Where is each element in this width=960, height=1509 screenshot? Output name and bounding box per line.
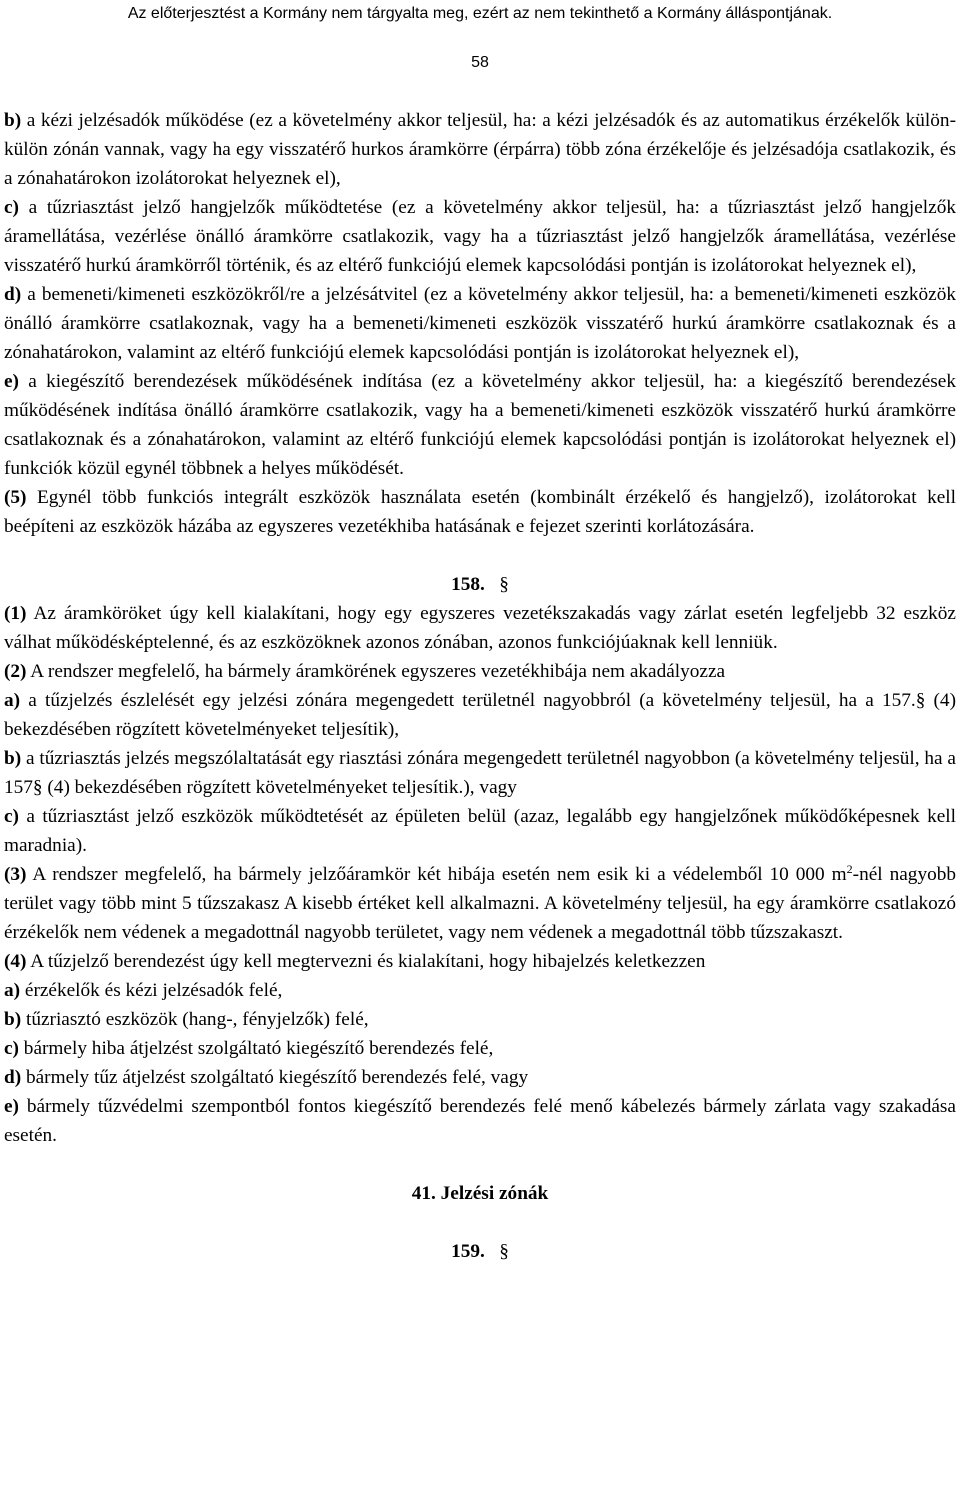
item-label: (3) — [4, 864, 27, 885]
item-text: a bemeneti/kimeneti eszközökről/re a jelzésátvitel (ez a követelmény akkor teljesül, ha: a bemeneti/kimeneti eszközök önálló áramkörre csatlakoznak, vagy ha a bemeneti/kimeneti eszközök visszatérő hurkú áramkörre csatlakoznak és a zónahatárokon, valamint az eltérő funkciójú elemek kapcsolódási pontján is izolátorokat helyeznek el), — [4, 284, 956, 363]
section-number: 158. — [451, 574, 485, 595]
item-text: tűzriasztó eszközök (hang-, fényjelzők) felé, — [21, 1009, 369, 1030]
section-heading-159 — [4, 1237, 956, 1266]
spacer — [4, 541, 956, 570]
section-number: 159. — [451, 1241, 485, 1262]
paragraph-4e — [4, 1092, 956, 1150]
paragraph-4-fault-signalling — [4, 947, 956, 976]
paragraph-4a — [4, 976, 956, 1005]
item-label: b) — [4, 1009, 22, 1030]
item-label: b) — [4, 110, 22, 131]
item-label: e) — [4, 371, 19, 392]
preliminary-notice: Az előterjesztést a Kormány nem tárgyalta meg, ezért az nem tekinthető a Kormány álláspontjának. — [127, 5, 833, 22]
item-text: (4) bekezdésében rögzített követelményeket teljesítik.), vagy — [42, 777, 517, 798]
paragraph-4b — [4, 1005, 956, 1034]
item-label: d) — [4, 284, 22, 305]
paragraph-c-sounders — [4, 193, 956, 280]
paragraph-d-io-devices — [4, 280, 956, 367]
item-text: bármely tűzvédelmi szempontból fontos kiegészítő berendezés felé menő kábelezés bármely zárlata vagy szakadása esetén. — [4, 1096, 956, 1146]
section-heading-158 — [4, 570, 956, 599]
item-text: Egynél több funkciós integrált eszközök használata esetén (kombinált érzékelő és hangjelző), izolátorokat kell beépíteni az eszközök házába az egyszeres vezetékhiba hatásának e fejezet szerinti korlátozására. — [4, 487, 956, 537]
item-text: Az áramköröket úgy kell kialakítani, hogy egy egyszeres vezetékszakadás vagy zárlat esetén legfeljebb 32 eszköz válhat működésképtelenné, és az eszközöknek azonos zónában, azonos funkciójúaknak kell lenniük. — [4, 603, 956, 653]
paragraph-e-ancillary-equipment — [4, 367, 956, 483]
paragraph-2c-alarm-devices — [4, 802, 956, 860]
superscript: 2 — [846, 862, 853, 876]
section-symbol: § — [499, 574, 509, 595]
item-label: a) — [4, 980, 21, 1001]
item-label: (2) — [4, 661, 27, 682]
item-text: a tűzriasztást jelző eszközök működtetését az épületen belül (azaz, legalább egy hangjelzőnek működőképesnek kell maradnia). — [4, 806, 956, 856]
paragraph-5-integrated-devices — [4, 483, 956, 541]
spacer — [4, 1208, 956, 1237]
item-label: a) — [4, 690, 21, 711]
paragraph-1-circuit-design — [4, 599, 956, 657]
item-text: a tűzriasztást jelző hangjelzők működtetése (ez a követelmény akkor teljesül, ha: a tűzriasztást jelző hangjelzők áramellátása, vezérlése önálló áramkörre csatlakozik, vagy ha a tűzriasztást jelző hangjelzők áramellátása, vezérlése visszatérő hurkú áramkörről történik, és az eltérő funkciójú elemek kapcsolódási pontján is izolátorokat helyeznek el), — [4, 197, 956, 276]
item-label: e) — [4, 1096, 19, 1117]
item-label: c) — [4, 806, 19, 827]
item-text: a kézi jelzésadók működése (ez a követelmény akkor teljesül, ha: a kézi jelzésadók és az automatikus érzékelők külön-külön zónán vannak, vagy ha egy visszatérő hurkos áramkörre (érpárra) több zóna érzékelője és jelzésadója csatlakozik, és a zónahatárokon izolátorokat helyeznek el), — [4, 110, 956, 189]
paragraph-b-manual-call-points — [4, 106, 956, 193]
item-text: A rendszer megfelelő, ha bármely jelzőáramkör két hibája esetén nem esik ki a védelemből 10 000 m — [26, 864, 847, 885]
paragraph-3-double-fault — [4, 860, 956, 947]
section-symbol: § — [915, 690, 926, 711]
chapter-heading: 41. Jelzési zónák — [411, 1183, 549, 1204]
paragraph-2b-alarm-sounding — [4, 744, 956, 802]
spacer — [4, 1150, 956, 1179]
section-symbol: § — [32, 777, 43, 798]
item-label: c) — [4, 1038, 19, 1059]
item-label: c) — [4, 197, 19, 218]
item-text: (4) bekezdésében rögzített követelményeket teljesítik), — [4, 690, 956, 740]
item-label: d) — [4, 1067, 22, 1088]
paragraph-2-single-fault — [4, 657, 956, 686]
section-symbol: § — [499, 1241, 509, 1262]
item-text: bármely hiba átjelzést szolgáltató kiegészítő berendezés felé, — [18, 1038, 494, 1059]
paragraph-2a-detection — [4, 686, 956, 744]
item-text: A rendszer megfelelő, ha bármely áramkörének egyszeres vezetékhibája nem akadályozza — [26, 661, 726, 682]
document-body — [4, 106, 956, 1266]
item-text: -nél nagyobb terület vagy több mint 5 tűzszakasz A kisebb értéket kell alkalmazni. A követelmény teljesül, ha egy áramkörre csatlakozó érzékelők nem védenek a megadottnál nagyobb területet, vagy nem védenek a megadottnál több tűzszakaszt. — [4, 864, 957, 943]
item-label: (4) — [4, 951, 27, 972]
paragraph-4d — [4, 1063, 956, 1092]
item-text: A tűzjelző berendezést úgy kell megtervezni és kialakítani, hogy hibajelzés keletkezzen — [26, 951, 706, 972]
item-label: (1) — [4, 603, 27, 624]
paragraph-4c — [4, 1034, 956, 1063]
item-text: a tűzriasztás jelzés megszólaltatását egy riasztási zónára megengedett területnél nagyobbon (a követelmény teljesül, ha a 157 — [4, 748, 956, 798]
item-text: érzékelők és kézi jelzésadók felé, — [20, 980, 283, 1001]
item-label: b) — [4, 748, 22, 769]
item-text: a tűzjelzés észlelését egy jelzési zónára megengedett területnél nagyobbról (a követelmény teljesül, ha a 157. — [20, 690, 916, 711]
item-text: a kiegészítő berendezések működésének indítása (ez a követelmény akkor teljesül, ha: a kiegészítő berendezések működésének indítása önálló áramkörre csatlakozik, vagy ha a bemeneti/kimeneti eszközök visszatérő hurkú áramkörre csatlakoznak és a zónahatárokon, valamint az eltérő funkciójú elemek kapcsolódási pontján is izolátorokat helyeznek el) funkciók közül egynél többnek a helyes működését. — [4, 371, 956, 479]
item-text: bármely tűz átjelzést szolgáltató kiegészítő berendezés felé, vagy — [21, 1067, 529, 1088]
page-number: 58 — [471, 54, 489, 71]
item-label: (5) — [4, 487, 27, 508]
